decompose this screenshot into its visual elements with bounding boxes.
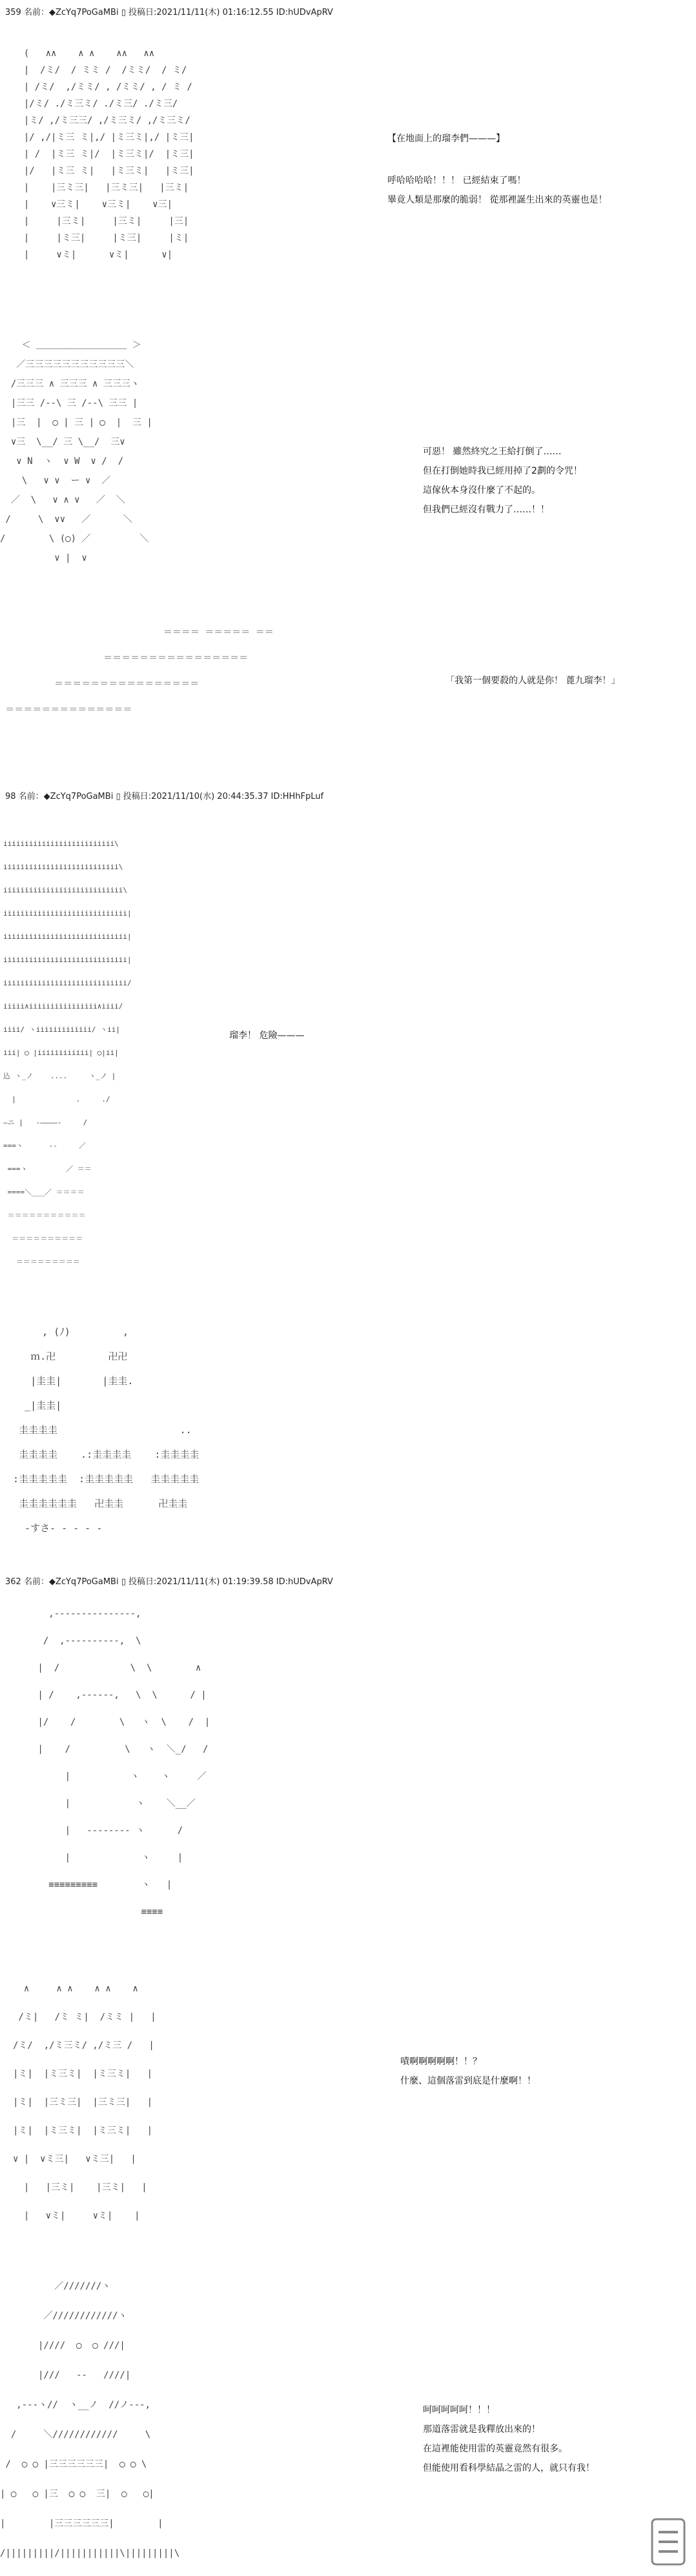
dialog-block — [423, 2400, 595, 2478]
dialog-line: 畢竟人類是那麼的脆弱！ 從那裡誕生出來的英靈也是！ — [387, 195, 608, 205]
dialog-line: 但我們已經沒有戰力了……！！ — [423, 505, 549, 515]
dialog-block — [387, 129, 505, 148]
dialog-line: 瑠李！ 危險——— — [229, 1031, 305, 1041]
post-header: 362 名前：◆ZcYq7PoGaMBi ▯ 投稿日:2021/11/11(木) 01:19:39.58 ID:hUDvApRV — [5, 1577, 333, 1587]
site-watermark-logo — [646, 2513, 691, 2571]
dialog-line: 呵呵呵呵呵！！！ — [423, 2405, 495, 2415]
serpent-lightning-art: ,--‐‐‐‐‐‐‐‐‐‐‐--, / ,--‐‐‐‐‐‐--, \ | / \ \ ∧ | / ,--‐‐--, \ \ / | |/ / \ ヽ \ / | | / \ ヽ ＼_/ / | ヽ ヽ ／ | ヽ ＼__／ | ‐‐‐‐‐‐‐‐ ヽ / | ヽ | ≡≡≡≡≡≡≡≡≡ ヽ | ≡≡≡≡ — [37, 1609, 210, 1917]
dialog-line: 「我第一個要殺的人就是你！ 蓖九瑠李！」 — [445, 676, 620, 686]
dialog-line: 呼哈哈哈哈！！！ 已經結束了嗎！ — [387, 176, 526, 186]
lightning-explosion-art: , (ﾉ) , ｍ.卍 卍卍 |圭圭| |圭圭. _|圭圭| 圭圭圭圭 .. 圭圭圭圭 .:圭圭圭圭 :圭圭圭圭 :圭圭圭圭圭 :圭圭圭圭圭 圭圭圭圭圭 圭圭圭圭圭圭 卍圭圭 卍圭圭 ‐すさ‐ ‐ ‐ ‐ ‐ — [13, 1326, 200, 1534]
dialog-line: 【在地面上的瑠李們———】 — [387, 134, 505, 144]
post-header: 98 名前：◆ZcYq7PoGaMBi ▯ 投稿日:2021/11/10(水) 20:44:35.37 ID:HHhFpLuf — [5, 792, 324, 801]
dialog-line: 可惡！ 雖然終究之王給打倒了…… — [423, 447, 562, 457]
energy-beam-art: ＝＝＝＝ ＝＝＝＝＝ ＝＝ ＝＝＝＝＝＝＝＝＝＝＝＝＝＝＝＝ ＝＝＝＝＝＝＝＝＝＝＝＝＝＝＝＝ ＝＝＝＝＝＝＝＝＝＝＝＝＝＝ — [5, 627, 274, 715]
giant-claws-art-2: ∧ ∧ ∧ ∧ ∧ ∧ /ミ| /ミ ミ| /ミミ | | /ミ/ ,/ミ三ミ/ ,/ミ三 / | |ミ| |ミ三ミ| |ミ三ミ| | |ミ| |三ミ三| |三ミ三| | |ミ| |ミ三ミ| |ミ三ミ| | ∨ | ∨ミ三| ∨ミ三| | | |三ミ| |三ミ| | | ∨ミ| ∨ミ| | — [13, 1984, 156, 2221]
dialog-line: 但在打倒她時我已經用掉了2劃的令咒！ — [423, 466, 582, 476]
dialog-line: 那道落雷就是我釋放出來的！ — [423, 2424, 540, 2435]
dialog-block — [387, 171, 607, 210]
dialog-block — [445, 671, 620, 690]
post-header: 359 名前：◆ZcYq7PoGaMBi ▯ 投稿日:2021/11/11(木) 01:16:12.55 ID:hUDvApRV — [5, 8, 333, 17]
dialog-block — [423, 442, 582, 519]
dialog-line: 但能使用看科學結晶之雷的人，就只有我！ — [423, 2463, 595, 2473]
dialog-block — [400, 2052, 536, 2091]
giant-claws-art: ( ∧∧ ∧ ∧ ∧∧ ∧∧ | /ミ/ / ミミ / /ミミ/ / ミ/ | /ミ/ ,/ミミ/ , /ミミ/ , / ミ / |/ミ/ ./ミ三ミ/ ./ミ三/ ./ミ三/ |ミ/ ,/ミ三三/ ,/ミ三ミ/ ,/ミ三ミ/ |/ ,/|ミ三 ミ|,/ |ミ三ミ|,/ |ミ三| | / |ミ三 ミ|/ |ミ三ミ|/ |ミ三| |/ |ミ三 ミ| |ミ三ミ| |ミ三| | |三ミ三| |三ミ三| |三ミ| | ∨三ミ| ∨三ミ| ∨三| | |三ミ| |三ミ| |三| | |ミ三| |ミ三| |ミ| | ∨ミ| ∨ミ| ∨| — [23, 48, 194, 260]
hooded-character-art: iiiiiiiiiiiiiiiiiiiiiiiiii\ iiiiiiiiiiiiiiiiiiiiiiiiiii\ iiiiiiiiiiiiiiiiiiiiiiiiiiii\ iiiiiiiiiiiiiiiiiiiiiiiiiiiii| iiiiiiiiiiiiiiiiiiiiiiiiiiiii| iiiiiiiiiiiiiiiiiiiiiiiiiiiii| iiiiiiiiiiiiiiiiiiiiiiiiiiiii/ iiiii∧iiiiiiiiiiiiiiii∧iiii/ iiii/ ヽiiiiiiiiiiiii/ ヽii| iii| ◯ |iiiiiiiiiiii| ◯|ii| 込 ヽ_ノ .... ヽ_ノ | | . ./ ―ニ | ‐――――‐ / ===ヽ ‐‐ ／ ===ヽ ／ ＝＝ ====＼___／ ＝＝＝＝ ＝＝＝＝＝＝＝＝＝＝＝ ＝＝＝＝＝＝＝＝＝＝ ＝＝＝＝＝＝＝＝＝ — [3, 840, 132, 1266]
dialog-line: 這傢伙本身沒什麼了不起的。 — [423, 485, 540, 496]
dialog-line: 什麼、這個落雷到底是什麼啊！！ — [400, 2076, 536, 2086]
dialog-block — [229, 1026, 304, 1045]
dialog-line: 嘖啊啊啊啊啊！！？ — [400, 2057, 482, 2067]
robot-enemy-art: ＜ ＿＿＿＿＿＿＿＿＿＿ ＞ ／三三三三三三三三三三三＼ /三三三 ∧ 三三三 ∧ 三三三ヽ |三三 /‐‐\ 三 /‐‐\ 三三 | |三 | ◯ | 三 | ◯ | 三 | ∨三 \__/ 三 \__/ 三∨ ∨ N ヽ ∨ W ∨ / / \ ∨ ∨ ー ∨ ／ ／ \ ∨ ∧ ∨ ／ ＼ / \ ∨∨ ／ ＼ / \ (◯) ／ ＼ ∨ | ∨ — [0, 340, 152, 563]
dialog-line: 在這裡能使用雷的英靈竟然有很多。 — [423, 2444, 568, 2454]
armored-boss-art: ／///////ヽ ／////////////ヽ |//// ◯ ◯ ///| |/// ‐‐ ////| ,--‐ヽ// ヽ__ノ //ノ‐--, / ＼//////////// \ / ◯ ◯ |三三三三三三| ◯ ◯ \ | ◯ ◯ |三 ◯ ◯ 三| ◯ ◯| | |三三三三三三| | /|||||||||/|||||||||||\|||||||||\ — [0, 2281, 180, 2559]
